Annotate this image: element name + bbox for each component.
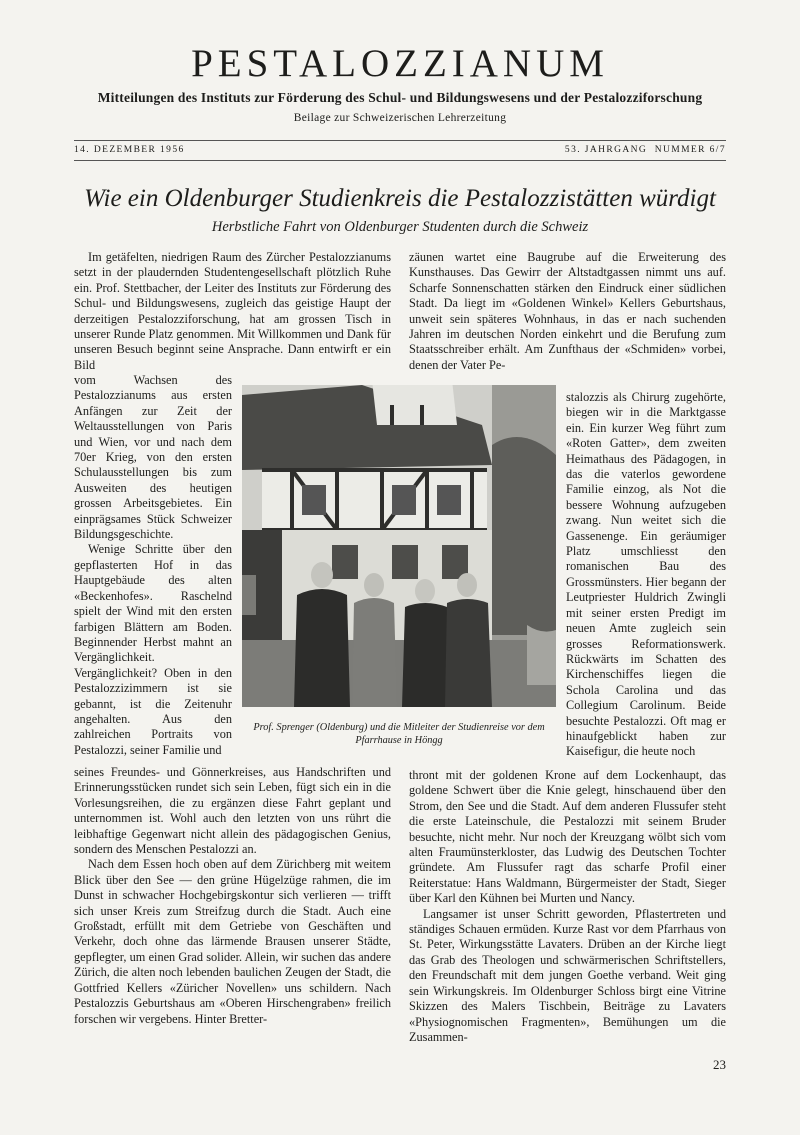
right-column-bottom xyxy=(409,768,726,1060)
masthead xyxy=(0,40,800,124)
dateline xyxy=(74,145,726,155)
paragraph: vom Wachsen des Pestalozzianums aus ersten Anfängen zur Zeit der Weltausstellungen von Paris und Wien, vor und nach dem 70er Krieg, von den ersten Schulausstellungen bis zum Ausweiten des heutigen grossen Arbeitsgebietes. Ein einprägsames Stück Schweizer Bildungsgeschichte. xyxy=(74,373,232,542)
photo-illustration xyxy=(242,385,556,707)
left-column-bottom xyxy=(74,765,391,1060)
issue-number: 53. JAHRGANG NUMMER 6/7 xyxy=(564,145,726,155)
paragraph: stalozzis als Chirurg zugehörte, biegen wir in die Marktgasse ein. Ein kurzer Weg führt zum «Roten Gatter», dem zweiten Heimathaus des Pädagogen, in das die vaterlos gewordene Familie einzog, als Not die bessere Wohnung aufzugeben zwang. Nun weitet sich die Gassenenge. Ein geräumiger Platz umschliesst den romanischen Bau des Grossmünsters. Hier begann der Leutpriester Huldrich Zwingli mit seiner ersten Predigt im neuen Amte zugleich sein grosses Reformationswerk. Rückwärts im Schatten des Kirchenschiffes liegen die Schola Carolina und das Collegium Carolinum. Beide besuchte Pestalozzi. Oft mag er hinaufgeblickt haben zur Kaisefigur, die heute noch xyxy=(566,390,726,759)
journal-supplement: Beilage zur Schweizerischen Lehrerzeitung xyxy=(293,112,507,124)
issue-date: 14. DEZEMBER 1956 xyxy=(74,145,185,155)
paragraph: Wenige Schritte über den gepflasterten Hof in das Hauptgebäude des alten «Beckenhofes». Raschelnd spielt der Wind mit den ersten farbigen Blättern am Boden. Beginnender Herbst mahnt an Vergänglichkeit. Vergänglichkeit? Oben in den Pestalozzizimmern ist sie gebannt, ist die Zeitenuhr angehalten. Aus den zahlreichen Portraits von Pestalozzi, seiner Familie und xyxy=(74,542,232,757)
page-number: 23 xyxy=(713,1057,726,1072)
paragraph: Nach dem Essen hoch oben auf dem Zürichberg mit weitem Blick über den See — den grüne Hügelzüge rahmen, die im Dunst in schwacher Hochgebirgskontur sich verlieren — trifft sich unser Kreis zum Streifzug durch die Stadt. Auch eine Großstadt, erfüllt mit dem Getriebe von Geschäften und Verkehr, doch ohne das lärmende Brausen unserer Städte, gepflegter, um einen Grad solider. Allein, wir suchen das andere Zürich, die alten noch lebenden baulichen Zeugen der Stadt, die Gottfried Kellers «Züricher Novellen» uns schildern. Nach Pestalozzis Geburtshaus am «Oberen Hirschengraben» freilich forschen wir vergebens. Hinter Bretter- xyxy=(74,857,391,1026)
article-subtitle: Herbstliche Fahrt von Oldenburger Studenten durch die Schweiz xyxy=(211,219,589,235)
photo-caption: Prof. Sprenger (Oldenburg) und die Mitleiter der Studienreise vor dem Pfarrhause in Höngg xyxy=(253,722,545,746)
article-title: Wie ein Oldenburger Studienkreis die Pestalozzistätten würdigt xyxy=(84,185,716,212)
left-column-top xyxy=(74,250,391,373)
paragraph: zäunen wartet eine Baugrube auf die Erweiterung des Kunsthauses. Das Gewirr der Altstadtgassen nimmt uns auf. Scharfe Sonnenschatten stärken den Eindruck einer südlichen Stadt. Da liegt im «Goldenen Winkel» Kellers Geburtshaus, unweit sein späteres Wohnhaus, in das er nach suchenden Jahren im deutschen Norden einkehrt und die Berufung zum Staatsschreiber erhält. Am Zunfthaus der «Schmiden» vorbei, denen der Vater Pe- xyxy=(409,250,726,372)
left-column-narrow xyxy=(74,373,232,763)
journal-title: PESTALOZZIANUM xyxy=(191,42,609,85)
paragraph: thront mit der goldenen Krone auf dem Lockenhaupt, das goldene Schwert über die Knie gelegt, hinschauend über den Strom, den See und die Stadt. Auf dem anderen Flussufer steht die erste Lateinschule, die Pestalozzi mit seinem Bruder besuchte, nicht mehr. Nur noch der Kreuzgang wölbt sich vom alten Fraumünsterkloster, das Ludwig des Deutschen Tochter gründete. Am Flussufer ragt das scharfe Profil einer Reiterstatue: Hans Waldmann, Bürgermeister der Stadt, Sieger über Karl den Kühnen bei Murten und Nancy. xyxy=(409,768,726,906)
paragraph: Im getäfelten, niedrigen Raum des Zürcher Pestalozzianums setzt in der plaudernden Studentengesellschaft plötzlich Ruhe ein. Prof. Stettbacher, der Leiter des Instituts zur Förderung des Schul- und Bildungswesens, zugleich das geistige Haupt der derzeitigen Pestalozziforschung, hat am grossen Tisch in unserer Runde Platz genommen. Mit Willkommen und Dank für unseren Besuch beginnt seine Ansprache. Dann entwirft er ein Bild xyxy=(74,250,391,372)
paragraph: seines Freundes- und Gönnerkreises, aus Handschriften und Erinnerungsstücken rundet sich sein Leben, fügt sich ein in die Vorlesungsreihen, die zu ergänzen diese Fahrt geplant und unternommen ist. Wohl auch den letzten von uns rührt die leibhaftige Gegenwart nicht allein des pädagogischen Genius, sondern des Menschen Pestalozzi an. xyxy=(74,765,391,857)
right-column-narrow xyxy=(566,390,726,768)
photograph xyxy=(242,385,556,707)
header-rule-top xyxy=(74,140,726,141)
journal-subtitle: Mitteilungen des Instituts zur Förderung des Schul- und Bildungswesens und der Pestalozziforschung xyxy=(97,90,703,105)
paragraph: Langsamer ist unser Schritt geworden, Pflastertreten und ständiges Schauen ermüden. Kurze Rast vor dem Pfarrhaus von St. Peter, Wirkungsstätte Lavaters. Drüben an der Kirche liegt das Grab des Theologen und schwärmerischen Schriftstellers, den Freundschaft mit dem jungen Goethe verband. Weit ging sein Wirkungskreis. Im Oldenburger Schloss birgt eine Vitrine Skizzen des Malers Tischbein, Beiträge zu Lavaters «Physiognomischen Fragmenten», Bemühungen um die Zusammen- xyxy=(409,906,726,1044)
right-column-top xyxy=(409,250,726,390)
header-rule-bottom xyxy=(74,160,726,161)
